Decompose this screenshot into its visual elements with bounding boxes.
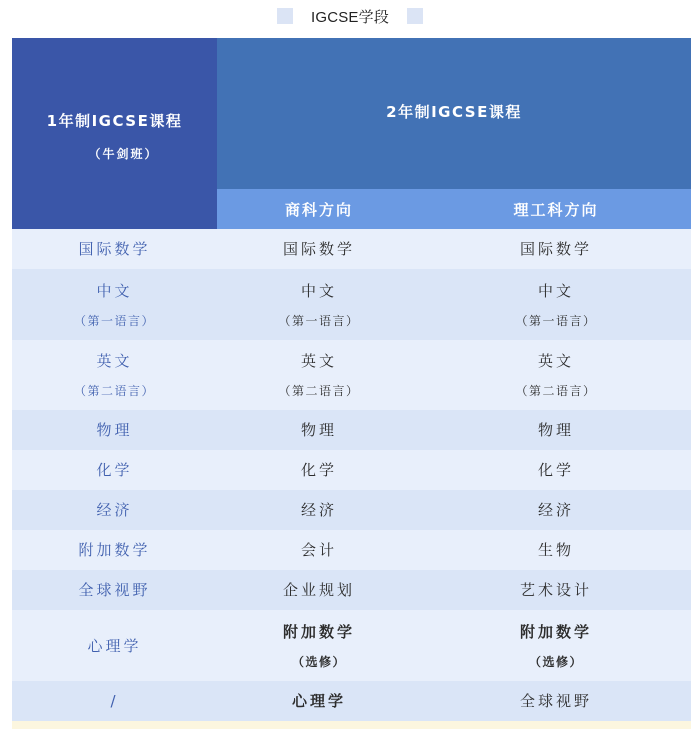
course-name: 物理 [96,421,133,439]
course-table [12,38,691,721]
header-two-year-title: 2年制IGCSE课程 [386,103,522,121]
course-name: 中文 [537,281,574,300]
table-header [12,38,691,229]
header-one-year-title: 1年制IGCSE课程 [46,111,183,130]
course-name: 附加数学 [282,622,355,641]
table-cell-one-year [12,229,217,269]
table-cell-one-year [12,681,217,721]
course-name: 国际数学 [519,240,592,258]
table-cell-business [217,570,421,610]
table-cell-science [421,410,691,450]
table-row [12,610,691,681]
table-cell-business [217,340,421,410]
course-name: 全球视野 [78,581,151,599]
course-name: 英文 [96,352,133,370]
table-cell-science [421,269,691,340]
course-note: （第二语言） [278,384,360,398]
course-name: 心理学 [291,692,346,710]
table-cell-one-year [12,269,217,340]
table-cell-business [217,229,421,269]
table-row [12,410,691,450]
table-body [12,229,691,721]
table-cell-business [217,610,421,681]
table-cell-science [421,681,691,721]
table-cell-science [421,490,691,530]
header-one-year-subtitle: （牛剑班） [88,146,159,161]
table-cell-business [217,681,421,721]
course-name: 经济 [96,501,133,519]
table-cell-science [421,610,691,681]
course-name: 中文 [96,281,133,300]
course-name: 英文 [537,352,574,370]
table-row [12,269,691,340]
course-name: 物理 [300,421,337,439]
course-name: 心理学 [87,636,142,655]
course-name: 会计 [300,541,337,559]
course-name: 中文 [300,281,337,300]
course-note: （第一语言） [515,313,597,328]
course-note: （第二语言） [515,384,597,398]
course-name: 企业规划 [282,581,355,599]
course-name: 经济 [300,501,337,519]
table-cell-business [217,530,421,570]
table-cell-business [217,450,421,490]
header-business-track: 商科方向 [217,189,421,229]
course-note: （选修） [291,654,346,669]
table-cell-one-year [12,570,217,610]
course-name: 英文 [300,352,337,370]
table-cell-one-year [12,610,217,681]
table-row [12,340,691,410]
table-cell-one-year [12,340,217,410]
course-name: 附加数学 [78,541,151,559]
course-name: 化学 [96,461,133,479]
page-title: IGCSE学段 [310,8,390,26]
table-row [12,490,691,530]
course-name: 全球视野 [519,692,592,710]
title-left-square-icon [277,8,293,24]
course-name: 经济 [537,501,574,519]
course-name: 化学 [300,461,337,479]
table-row [12,229,691,269]
header-one-year-course [12,38,217,229]
course-name: 国际数学 [78,240,151,258]
table-cell-science [421,229,691,269]
header-two-year-course [217,38,691,189]
course-name: 物理 [537,421,574,439]
table-cell-one-year [12,450,217,490]
table-row [12,450,691,490]
table-row [12,681,691,721]
table-cell-business [217,410,421,450]
table-cell-science [421,530,691,570]
table-cell-one-year [12,530,217,570]
course-name: 化学 [537,461,574,479]
course-note: （第二语言） [73,384,155,398]
course-name: / [110,692,119,710]
table-cell-one-year [12,490,217,530]
course-name: 附加数学 [519,622,592,641]
course-name: 国际数学 [282,240,355,258]
header-science-track: 理工科方向 [421,189,691,229]
title-right-square-icon [407,8,423,24]
course-note: （第一语言） [73,313,155,328]
course-note: （第一语言） [278,313,360,328]
table-cell-science [421,340,691,410]
table-cell-one-year [12,410,217,450]
table-row [12,570,691,610]
table-cell-business [217,269,421,340]
table-cell-science [421,450,691,490]
course-note: （选修） [528,654,583,669]
table-cell-business [217,490,421,530]
page-title-row [0,0,700,32]
bottom-strip [12,721,691,729]
course-name: 艺术设计 [519,581,592,599]
table-cell-science [421,570,691,610]
table-row [12,530,691,570]
course-name: 生物 [537,541,574,559]
